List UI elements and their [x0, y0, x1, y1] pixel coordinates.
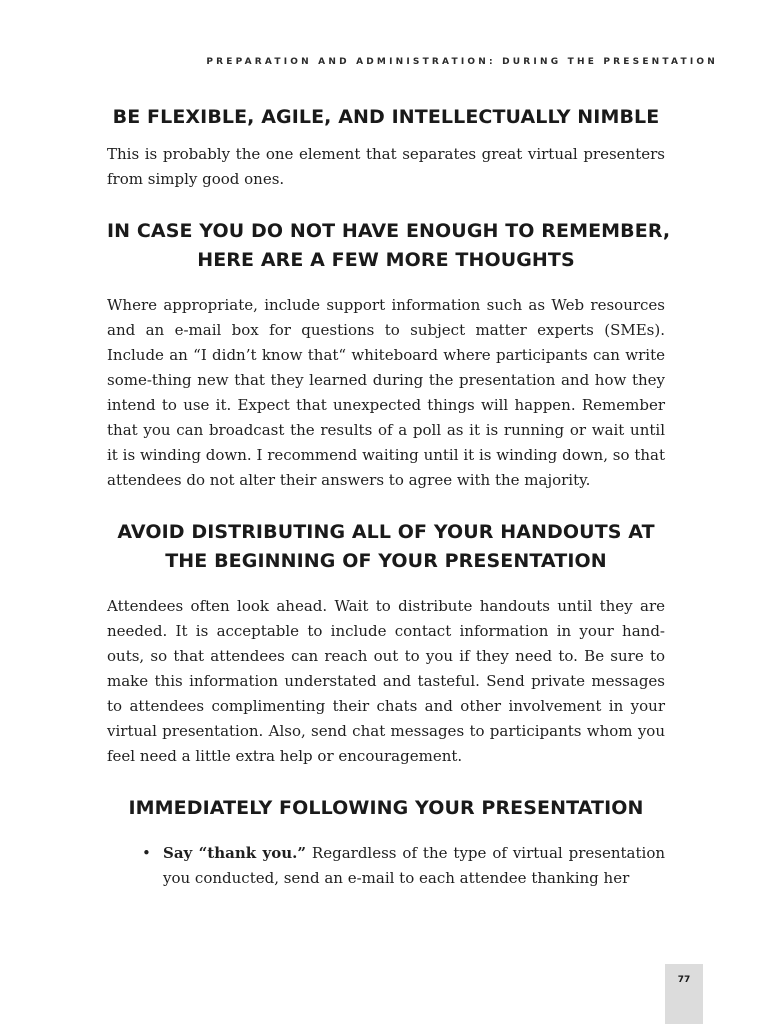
- bullet-lead: Say “thank you.”: [163, 844, 306, 862]
- bullet-text: Regardless of the type of virtual presentation you conducted, send an e-mail to each attendee thanking her: [163, 844, 666, 887]
- heading-line: BE FLEXIBLE, AGILE, AND INTELLECTUALLY NIMBLE: [112, 106, 660, 128]
- section-heading: [107, 217, 671, 275]
- heading-line: THE BEGINNING OF YOUR PRESENTATION: [165, 550, 607, 572]
- body-paragraph: Attendees often look ahead. Wait to distribute handouts until they are needed. It is acceptable to include contact information in your hand-outs, so that attendees can reach out to you if they need to. Be sure to make this information understated and tasteful. Send private messages to attendees complimenting their chats and other involvement in your virtual presentation. Also, send chat messages to participants whom you feel need a little extra help or encouragement.: [107, 597, 665, 765]
- body-paragraph: Where appropriate, include support information such as Web resources and an e-mail box for questions to subject matter experts (SMEs). Include an “I didn’t know that“ whiteboard where participants can write some-thing new that they learned during the presentation and how they intend to use it. Expect that unexpected things will happen. Remember that you can broadcast the results of a poll as it is running or wait until it is winding down. I recommend waiting until it is winding down, so that attendees do not alter their answers to agree with the majority.: [107, 296, 665, 489]
- heading-line: HERE ARE A FEW MORE THOUGHTS: [197, 249, 575, 271]
- bullet-marker: •: [142, 844, 151, 862]
- heading-line: IMMEDIATELY FOLLOWING YOUR PRESENTATION: [128, 797, 644, 819]
- list-item: [107, 841, 665, 891]
- section-heading: [107, 103, 665, 132]
- bullet-list: [107, 841, 665, 891]
- section-heading: [107, 794, 665, 823]
- page-content: [107, 103, 671, 891]
- heading-line: AVOID DISTRIBUTING ALL OF YOUR HANDOUTS AT: [117, 521, 655, 543]
- section-heading: [107, 518, 665, 576]
- body-paragraph: This is probably the one element that separates great virtual presenters from simply good ones.: [107, 145, 665, 188]
- heading-line: IN CASE YOU DO NOT HAVE ENOUGH TO REMEMBER,: [107, 220, 671, 242]
- running-head: PREPARATION AND ADMINISTRATION: DURING THE PRESENTATION: [206, 57, 718, 67]
- page-number: 77: [677, 975, 691, 985]
- page-number-tab: [665, 964, 703, 1024]
